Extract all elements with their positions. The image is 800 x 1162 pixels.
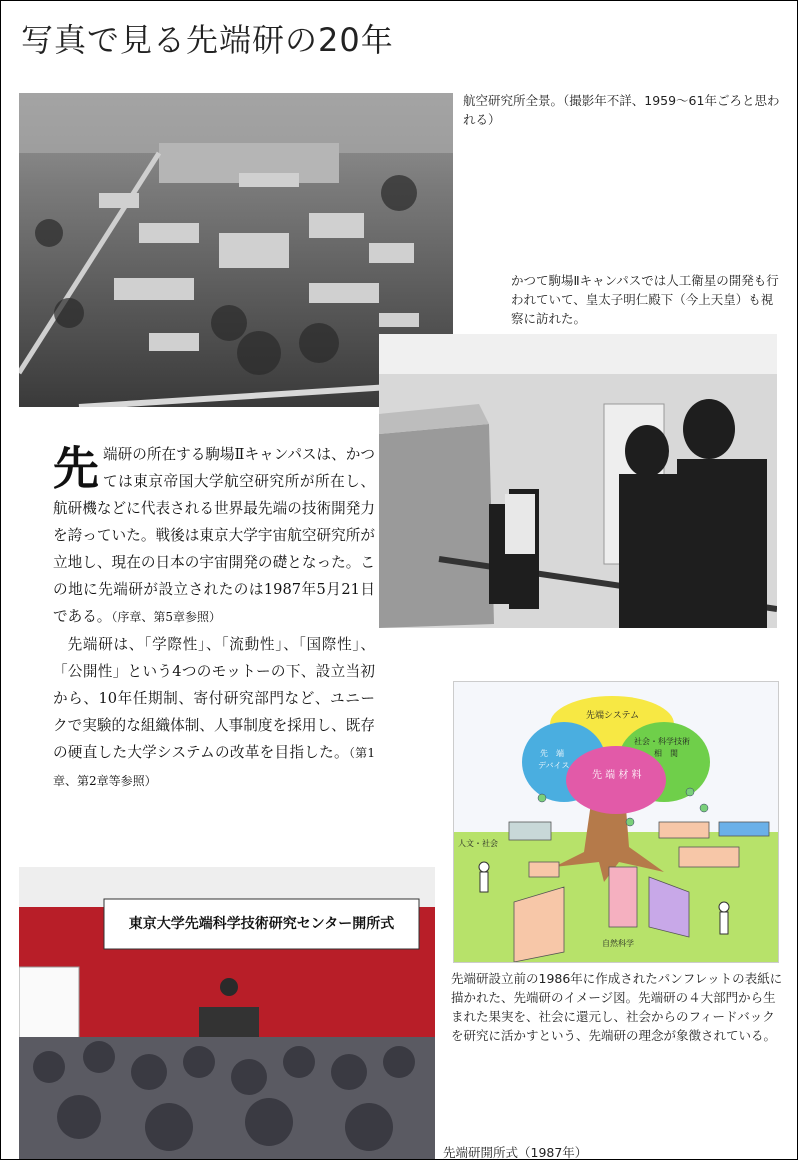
svg-text:デバイス: デバイス [538, 761, 570, 770]
cloud-right-label: 社会・科学技術 [634, 737, 690, 746]
cloud-left-label: 先 端 [540, 749, 564, 758]
paragraph-1 [53, 441, 375, 631]
body-text [53, 441, 375, 795]
ground-bottom-label: 自然科学 [602, 939, 634, 948]
paragraph-2-reference: （第1章、第2章等参照） [53, 746, 376, 788]
svg-text:相 関: 相 関 [654, 749, 678, 758]
paragraph-1-reference: （序章、第5章参照） [111, 610, 222, 624]
visit-caption: かつて駒場Ⅱキャンパスでは人工衛星の開発も行われていて、皇太子明仁殿下（今上天皇）も視察に訪れた。 [511, 273, 779, 326]
pamphlet-illustration [453, 681, 779, 963]
ceremony-banner: 東京大学先端科学技術研究センター開所式 [128, 916, 395, 932]
page-title: 写真で見る先端研の20年 [21, 21, 394, 59]
satellite-visit-photo [379, 334, 777, 628]
ground-left-label: 人文・社会 [458, 839, 498, 848]
cloud-center-label: 先 端 材 料 [592, 770, 642, 781]
drop-cap: 先 [53, 441, 99, 495]
cloud-top-label: 先端システム [586, 711, 640, 721]
paragraph-2 [53, 631, 375, 795]
paragraph-1-text: 端研の所在する駒場Ⅱキャンパスは、かつては東京帝国大学航空研究所が所在し、航研機などに代表される世界最先端の技術開発力を誇っていた。戦後は東京大学宇宙航空研究所が立地し、現在の日本の宇宙開発の礎となった。この地に先端研が設立されたのは1987年5月21日である。 [53, 446, 375, 625]
ceremony-caption: 先端研開所式（1987年） [443, 1145, 588, 1160]
paragraph-2-text: 先端研は、「学際性」、「流動性」、「国際性」、「公開性」という4つのモットーの下、設立当初から、10年任期制、寄付研究部門など、ユニークで実験的な組織体制、人事制度を採用し、既存の硬直した大学システムの改革を目指した。 [53, 636, 375, 761]
pamphlet-caption: 先端研設立前の1986年に作成されたパンフレットの表紙に描かれた、先端研のイメージ図。先端研の４大部門から生まれた果実を、社会に還元し、社会からのフィードバックを研究に活かすという、先端研の理念が象徴されている。 [451, 971, 783, 1043]
aerial-caption: 航空研究所全景。（撮影年不詳、1959〜61年ごろと思われる） [463, 93, 780, 127]
opening-ceremony-photo [19, 867, 435, 1159]
